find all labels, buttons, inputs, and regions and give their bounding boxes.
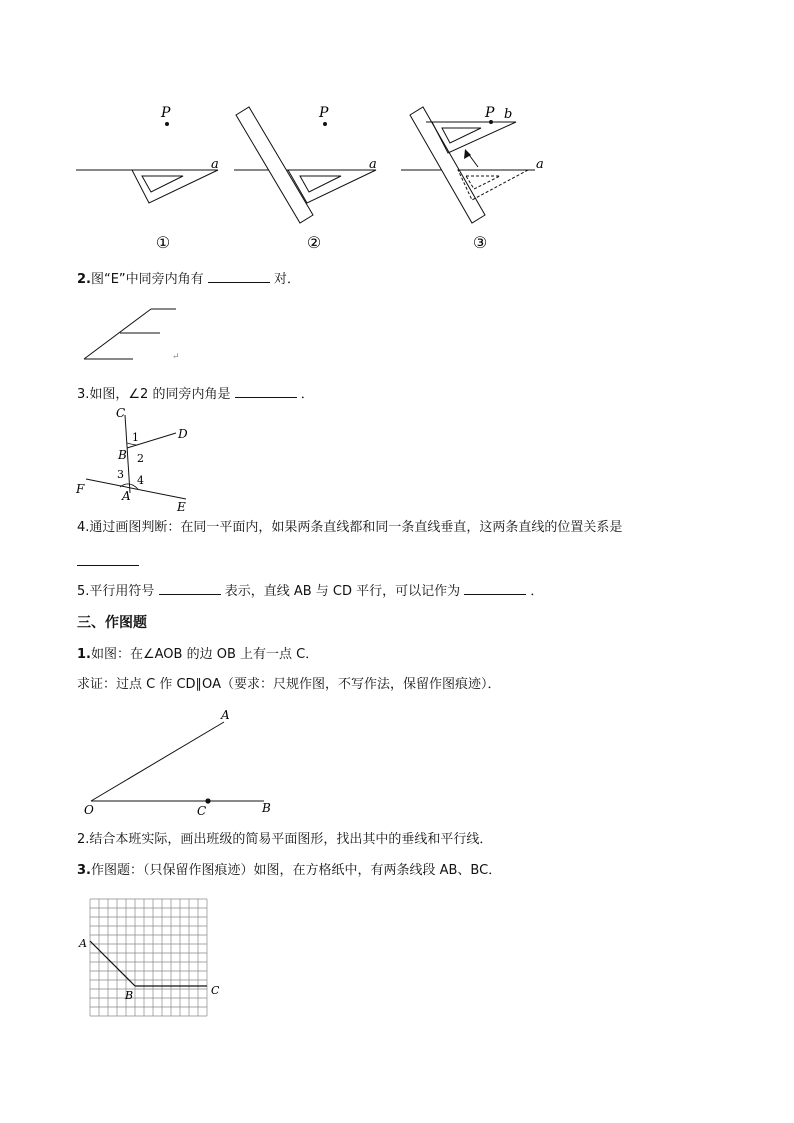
question-2 bbox=[77, 270, 300, 289]
s3-question-1-number: 1. bbox=[77, 647, 91, 662]
label-b: B bbox=[262, 801, 271, 815]
answer-blank[interactable] bbox=[77, 553, 139, 566]
question-5 bbox=[77, 582, 543, 601]
s3-question-1-line1 bbox=[77, 646, 318, 664]
panel-1 bbox=[76, 105, 219, 252]
question-4 bbox=[77, 519, 622, 537]
point-p-label-2: P bbox=[319, 105, 329, 121]
answer-blank[interactable] bbox=[464, 582, 526, 595]
angle-3-label: 3 bbox=[117, 468, 124, 481]
s3-question-2 bbox=[77, 831, 492, 849]
question-2-text: 图“E”中同旁内角有 bbox=[90, 272, 204, 287]
label-e: E bbox=[177, 500, 186, 514]
label-f: F bbox=[76, 482, 85, 496]
answer-blank[interactable] bbox=[159, 582, 221, 595]
label-a: A bbox=[122, 489, 131, 503]
ruler-2 bbox=[236, 107, 313, 223]
section-3-title: 三、作图题 bbox=[77, 615, 147, 631]
label-b: B bbox=[125, 989, 134, 1002]
set-square-dashed-inner-3 bbox=[466, 176, 500, 189]
s3-question-3 bbox=[77, 862, 501, 880]
label-b: B bbox=[118, 448, 127, 462]
answer-blank[interactable] bbox=[208, 270, 270, 283]
panel-3 bbox=[401, 105, 544, 252]
angle-2-label: 2 bbox=[137, 452, 144, 465]
question-2-suffix: 对． bbox=[273, 272, 300, 287]
question-5-text-b: 表示，直线 AB 与 CD 平行，可以记作为 bbox=[224, 584, 461, 599]
caption-2: ② bbox=[306, 233, 322, 252]
ruler-3 bbox=[410, 107, 485, 223]
move-arrowhead-3 bbox=[464, 149, 471, 159]
question-3 bbox=[77, 385, 314, 404]
angle-4-label: 4 bbox=[137, 474, 144, 487]
question-2-number: 2. bbox=[77, 272, 91, 287]
point-p-1 bbox=[165, 122, 169, 126]
panel-2 bbox=[234, 105, 377, 252]
ray-oa bbox=[91, 722, 224, 801]
line-a-label-1: a bbox=[211, 157, 219, 172]
line-fe bbox=[86, 479, 186, 499]
question-3-suffix: ． bbox=[300, 387, 314, 402]
question-5-suffix: ． bbox=[530, 584, 544, 599]
label-a: A bbox=[79, 937, 87, 950]
point-p-label-1: P bbox=[161, 105, 171, 121]
grid-paper-figure bbox=[76, 895, 226, 1023]
question-3-text: 如图，∠2 的同旁内角是 bbox=[89, 387, 231, 402]
s3-question-2-text: 结合本班实际，画出班级的简易平面图形，找出其中的垂线和平行线． bbox=[89, 832, 493, 847]
point-p-2 bbox=[323, 122, 327, 126]
label-c: C bbox=[211, 984, 220, 997]
label-c: C bbox=[116, 406, 126, 420]
question-5-text-a: 平行用符号 bbox=[89, 584, 155, 599]
set-square-1 bbox=[132, 170, 218, 203]
line-a-label-2: a bbox=[369, 157, 377, 172]
question-3-number: 3. bbox=[77, 387, 90, 402]
angle-aob-figure bbox=[78, 705, 283, 820]
s3-question-3-text: 作图题：（只保留作图痕迹）如图，在方格纸中，有两条线段 AB、BC． bbox=[90, 863, 502, 878]
e-shape-figure bbox=[80, 297, 190, 367]
angle-figure bbox=[72, 403, 202, 515]
question-4-number: 4. bbox=[77, 520, 90, 535]
s3-question-1-text: 如图：在∠AOB 的边 OB 上有一点 C． bbox=[90, 647, 319, 662]
angle-1-label: 1 bbox=[132, 431, 139, 444]
point-p-label-3: P bbox=[485, 105, 495, 121]
question-5-number: 5. bbox=[77, 584, 90, 599]
label-c: C bbox=[197, 804, 207, 818]
segment-ab bbox=[90, 941, 135, 986]
line-b-label-3: b bbox=[504, 107, 513, 122]
question-4-text: 通过画图判断：在同一平面内，如果两条直线都和同一条直线垂直，这两条直线的位置关系是 bbox=[89, 520, 623, 535]
caption-1: ① bbox=[155, 233, 171, 252]
svg-text:↵: ↵ bbox=[172, 352, 180, 362]
label-a: A bbox=[221, 708, 230, 722]
s3-question-3-number: 3. bbox=[77, 863, 91, 878]
caption-3: ③ bbox=[472, 233, 488, 252]
label-d: D bbox=[178, 427, 188, 441]
answer-blank[interactable] bbox=[235, 385, 297, 398]
line-a-label-3: a bbox=[536, 157, 544, 172]
label-o: O bbox=[84, 803, 94, 817]
s3-question-2-number: 2. bbox=[77, 832, 90, 847]
ruler-triangle-figures bbox=[60, 95, 560, 260]
s3-question-1-line2: 求证：过点 C 作 CD∥OA（要求：尺规作图，不写作法，保留作图痕迹）． bbox=[77, 677, 501, 692]
grid-lines bbox=[90, 899, 207, 1016]
point-c bbox=[205, 798, 210, 803]
